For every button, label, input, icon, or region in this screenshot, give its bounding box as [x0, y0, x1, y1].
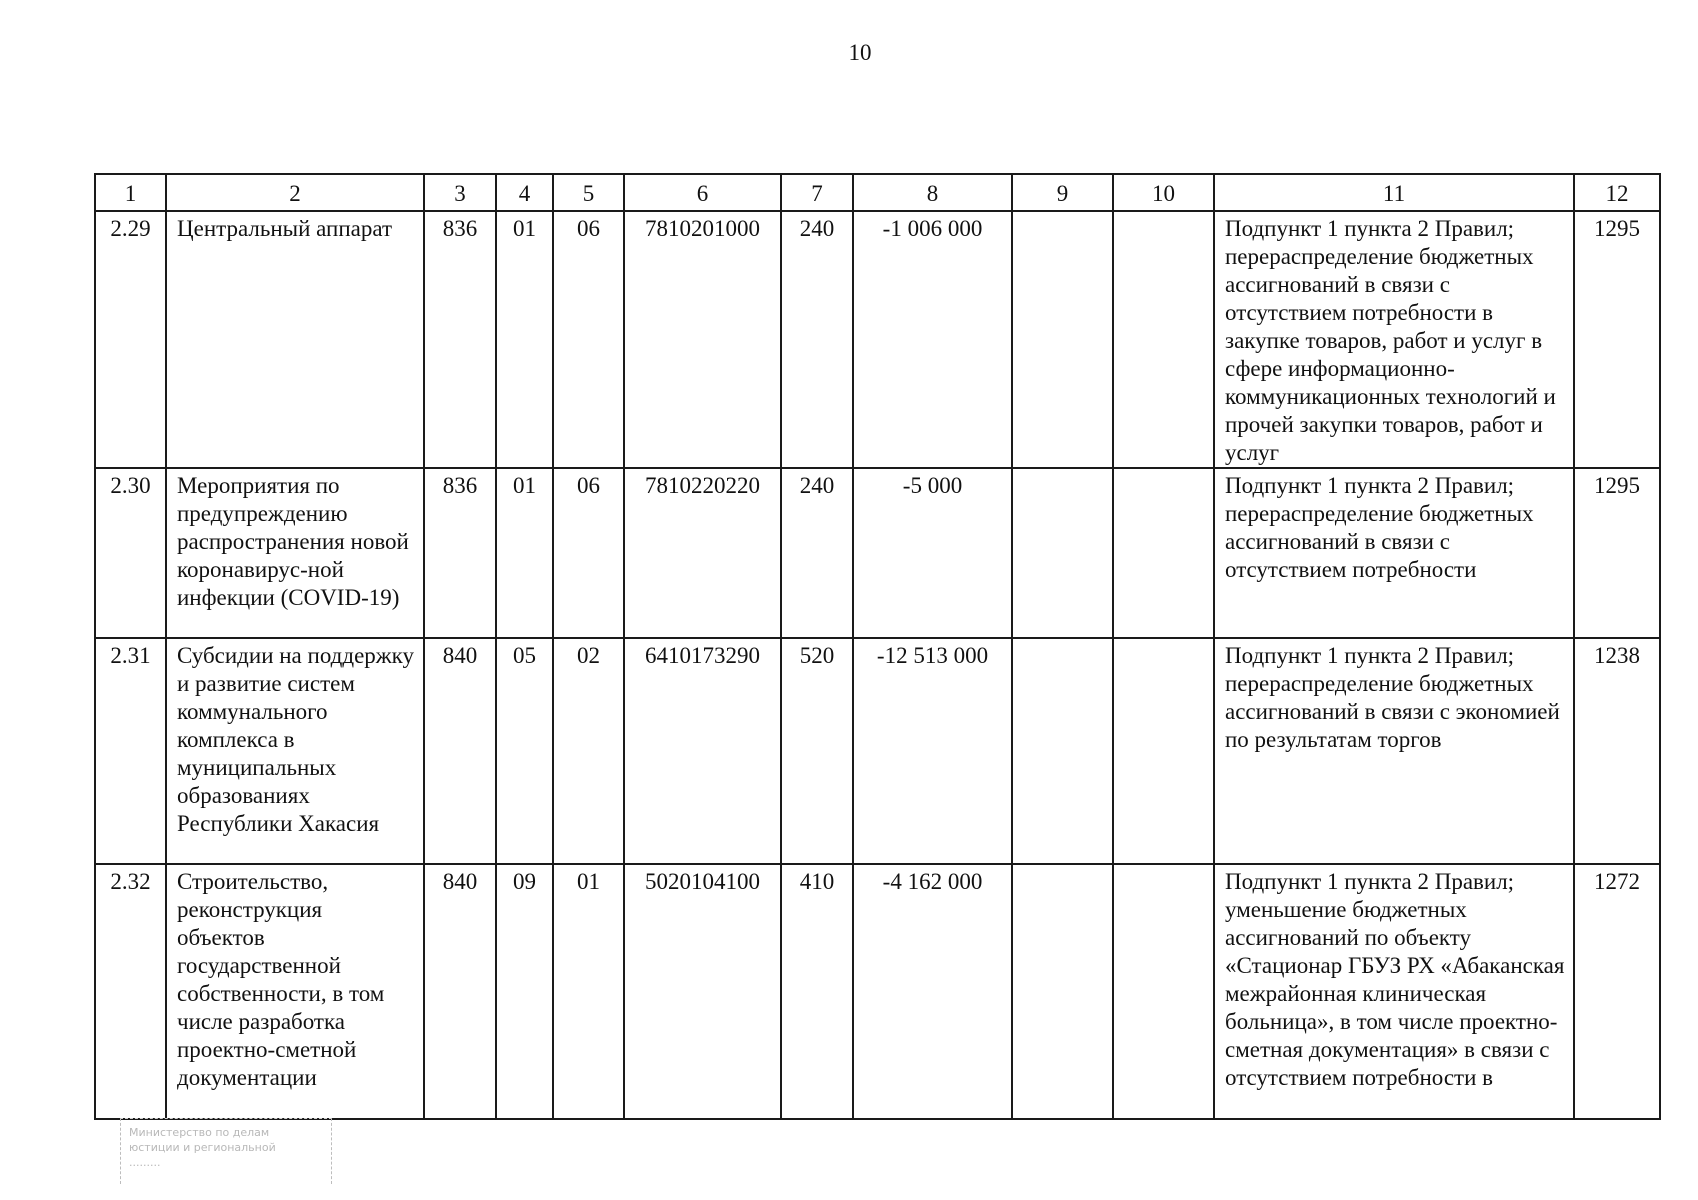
cell-basis: Подпункт 1 пункта 2 Правил; перераспределение бюджетных ассигнований в связи с отсутствием потребности в закупке товаров, работ и услуг в сфере информационно-коммуникационных технологий и прочей закупки товаров, работ и услуг [1214, 211, 1574, 468]
column-header: 9 [1012, 174, 1113, 211]
cell-expense-type: 410 [781, 864, 853, 1119]
cell-subsection: 06 [553, 211, 624, 468]
row-number: 2.30 [95, 468, 166, 638]
cell-col-9 [1012, 638, 1113, 864]
cell-target-article: 7810220220 [624, 468, 781, 638]
cell-section: 05 [496, 638, 553, 864]
stamp-line: ......... [129, 1156, 161, 1169]
cell-basis: Подпункт 1 пункта 2 Правил; перераспределение бюджетных ассигнований в связи с экономией по результатам торгов [1214, 638, 1574, 864]
cell-col-12: 1272 [1574, 864, 1660, 1119]
column-header: 6 [624, 174, 781, 211]
column-header: 10 [1113, 174, 1214, 211]
cell-col-10 [1113, 468, 1214, 638]
cell-expense-type: 240 [781, 211, 853, 468]
stamp-line: юстиции и региональной [129, 1141, 276, 1154]
cell-ministry-code: 836 [424, 211, 496, 468]
row-number: 2.31 [95, 638, 166, 864]
column-header: 12 [1574, 174, 1660, 211]
column-header: 4 [496, 174, 553, 211]
cell-amount: -5 000 [853, 468, 1012, 638]
column-header: 8 [853, 174, 1012, 211]
cell-target-article: 7810201000 [624, 211, 781, 468]
row-name: Строительство, реконструкция объектов государственной собственности, в том числе разработка проектно-сметной документации [166, 864, 424, 1119]
cell-col-9 [1012, 468, 1113, 638]
cell-amount: -4 162 000 [853, 864, 1012, 1119]
cell-basis: Подпункт 1 пункта 2 Правил; уменьшение бюджетных ассигнований по объекту «Стационар ГБУЗ РХ «Абаканская межрайонная клиническая больница», в том числе проектно-сметная документация» в связи с отсутствием потребности в [1214, 864, 1574, 1119]
table-row [95, 638, 1660, 864]
cell-ministry-code: 840 [424, 638, 496, 864]
budget-table [94, 173, 1661, 1120]
cell-col-12: 1238 [1574, 638, 1660, 864]
cell-col-9 [1012, 211, 1113, 468]
row-name: Субсидии на поддержку и развитие систем коммунального комплекса в муниципальных образованиях Республики Хакасия [166, 638, 424, 864]
cell-basis: Подпункт 1 пункта 2 Правил; перераспределение бюджетных ассигнований в связи с отсутствием потребности [1214, 468, 1574, 638]
cell-col-12: 1295 [1574, 211, 1660, 468]
cell-amount: -12 513 000 [853, 638, 1012, 864]
row-number: 2.29 [95, 211, 166, 468]
table-row [95, 864, 1660, 1119]
cell-ministry-code: 840 [424, 864, 496, 1119]
stamp-line: Министерство по делам [129, 1126, 270, 1139]
cell-subsection: 01 [553, 864, 624, 1119]
cell-section: 01 [496, 211, 553, 468]
column-header: 3 [424, 174, 496, 211]
cell-col-9 [1012, 864, 1113, 1119]
column-header: 1 [95, 174, 166, 211]
table-header-row [95, 174, 1660, 211]
cell-col-10 [1113, 211, 1214, 468]
table-row [95, 468, 1660, 638]
cell-col-10 [1113, 638, 1214, 864]
column-header: 7 [781, 174, 853, 211]
column-header: 2 [166, 174, 424, 211]
page-number: 10 [848, 40, 872, 65]
cell-col-10 [1113, 864, 1214, 1119]
column-header: 11 [1214, 174, 1574, 211]
registration-stamp [120, 1118, 332, 1184]
cell-target-article: 5020104100 [624, 864, 781, 1119]
row-name: Мероприятия по предупреждению распространения новой коронавирус-ной инфекции (COVID-19) [166, 468, 424, 638]
cell-amount: -1 006 000 [853, 211, 1012, 468]
cell-expense-type: 520 [781, 638, 853, 864]
cell-subsection: 06 [553, 468, 624, 638]
cell-section: 01 [496, 468, 553, 638]
row-name: Центральный аппарат [166, 211, 424, 468]
cell-expense-type: 240 [781, 468, 853, 638]
table-row [95, 211, 1660, 468]
row-number: 2.32 [95, 864, 166, 1119]
cell-target-article: 6410173290 [624, 638, 781, 864]
cell-col-12: 1295 [1574, 468, 1660, 638]
column-header: 5 [553, 174, 624, 211]
cell-subsection: 02 [553, 638, 624, 864]
cell-ministry-code: 836 [424, 468, 496, 638]
cell-section: 09 [496, 864, 553, 1119]
